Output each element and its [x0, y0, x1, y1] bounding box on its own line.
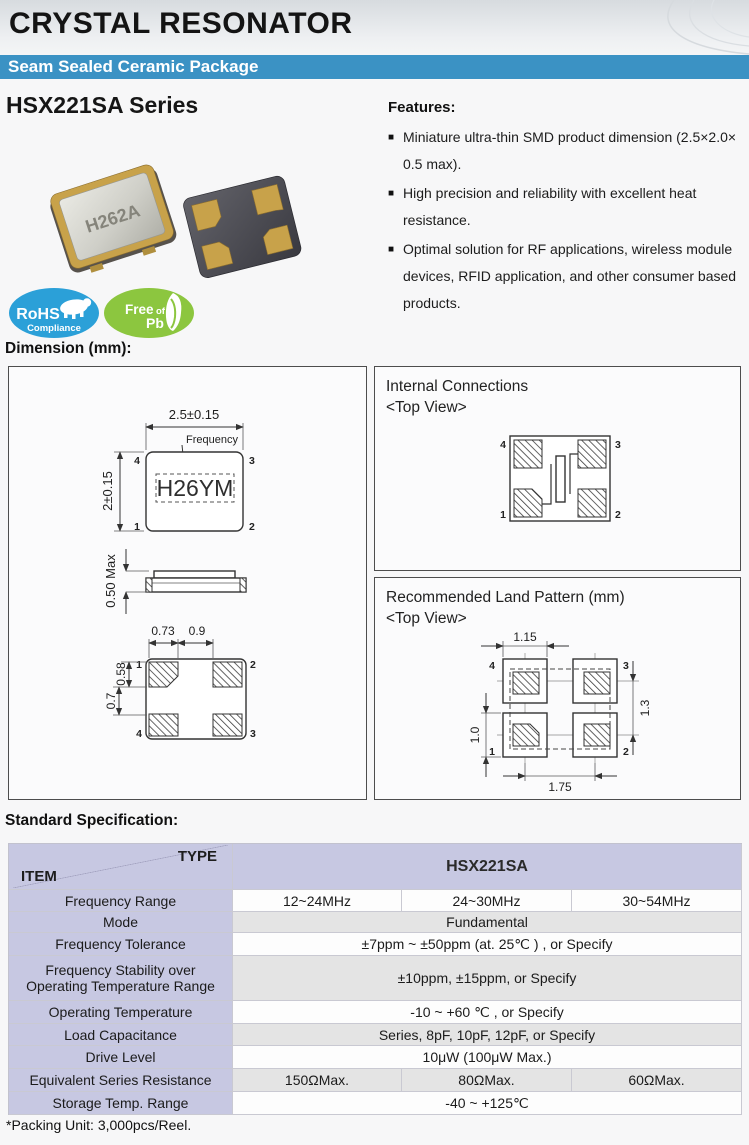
dimension-drawing-box: [8, 366, 367, 800]
packing-unit-note: *Packing Unit: 3,000pcs/Reel.: [6, 1117, 192, 1133]
spec-table: [8, 843, 742, 1115]
internal-connections-title: [375, 367, 740, 418]
row-item: Mode: [9, 912, 233, 933]
dim-thickness-label: 0.50 Max: [103, 554, 118, 608]
feature-item: [388, 124, 740, 178]
chip-lid-side-view: [154, 571, 235, 578]
pin-number: 2: [615, 509, 621, 521]
chip-body-side-view: [146, 578, 246, 592]
row-item: Frequency Tolerance: [9, 933, 233, 956]
land-pitch-x-label: 1.75: [548, 780, 572, 794]
table-row: [9, 1092, 742, 1115]
bullet-icon: ■: [388, 132, 395, 143]
land-height-label: 1.0: [468, 726, 482, 744]
feature-text: Optimal solution for RF applications, wireless module devices, RFID application, and other consumer based products.: [403, 241, 737, 311]
box-subtitle: <Top View>: [386, 399, 467, 416]
swoosh-decoration-icon: [589, 0, 749, 55]
chip-marking-text: H262A: [82, 200, 143, 237]
row-item: Drive Level: [9, 1046, 233, 1069]
type-item-header-cell: [13, 845, 228, 888]
row-value: 30~54MHz: [572, 890, 742, 912]
pb-free-badge: [103, 287, 195, 339]
dim-height-label: 2±0.15: [100, 471, 115, 511]
table-row: [9, 933, 742, 956]
page-title: CRYSTAL RESONATOR: [9, 7, 353, 40]
pin-number: 2: [623, 746, 629, 758]
row-value: -40 ~ +125℃: [233, 1092, 742, 1115]
row-item: Equivalent Series Resistance: [9, 1069, 233, 1092]
product-photo-top-view: [42, 158, 187, 278]
model-name: HSX221SA: [446, 857, 528, 875]
pin-number: 4: [136, 728, 142, 740]
row-value: 12~24MHz: [233, 890, 402, 912]
bullet-icon: ■: [388, 188, 395, 199]
row-value: 10μW (100μW Max.): [233, 1046, 742, 1069]
product-photo-bottom-view: [178, 172, 313, 287]
pin-number: 3: [623, 660, 629, 672]
pin-number: 1: [134, 521, 140, 533]
pad-pitch-label: 0.7: [104, 692, 118, 710]
frequency-callout-label: Frequency: [186, 434, 238, 446]
bullet-icon: ■: [388, 244, 395, 255]
box-title: Internal Connections: [386, 378, 529, 395]
land-pattern-box: [374, 577, 741, 800]
rohs-label: RoHS: [16, 306, 60, 323]
row-value: Fundamental: [233, 912, 742, 933]
pb-label: Pb: [146, 315, 164, 331]
rohs-sublabel: Compliance: [27, 323, 81, 334]
row-value: 60ΩMax.: [572, 1069, 742, 1092]
internal-connections-drawing: [375, 418, 739, 565]
land-pattern-drawing: [375, 629, 739, 794]
row-item: Frequency Range: [9, 890, 233, 912]
table-row: [9, 1046, 742, 1069]
table-row: [9, 956, 742, 1001]
table-header-row: [9, 844, 742, 890]
row-value: -10 ~ +60 ℃ , or Specify: [233, 1001, 742, 1024]
pin-number: 2: [249, 521, 255, 533]
row-value: ±10ppm, ±15ppm, or Specify: [233, 956, 742, 1001]
series-title: HSX221SA Series: [6, 92, 199, 118]
chip-marking: H26YM: [156, 475, 234, 501]
row-value: 24~30MHz: [402, 890, 572, 912]
row-item: Load Capacitance: [9, 1024, 233, 1046]
pb-free-label: Free: [125, 302, 154, 317]
feature-text: Miniature ultra-thin SMD product dimension (2.5×2.0× 0.5 max).: [403, 129, 737, 172]
crystal-symbol: [556, 456, 565, 502]
pin-number: 4: [489, 660, 495, 672]
box-subtitle: <Top View>: [386, 610, 467, 627]
land-pitch-y-label: 1.3: [638, 699, 652, 717]
pb-of-label: of: [156, 306, 165, 317]
row-value: 80ΩMax.: [402, 1069, 572, 1092]
table-row: [9, 912, 742, 933]
type-label: TYPE: [177, 848, 217, 865]
internal-connections-box: [374, 366, 741, 571]
row-item: Storage Temp. Range: [9, 1092, 233, 1115]
pad-height-label: 0.58: [114, 662, 128, 686]
pin-number: 4: [500, 439, 506, 451]
pad-gap-label: 0.9: [188, 624, 206, 638]
pin-number: 2: [250, 659, 256, 671]
land-width-label: 1.15: [513, 630, 537, 644]
pin-number: 3: [250, 728, 256, 740]
pin-number: 4: [134, 455, 140, 467]
spec-heading: Standard Specification:: [5, 812, 179, 829]
feature-item: [388, 180, 740, 234]
table-row: [9, 890, 742, 912]
item-label: ITEM: [21, 868, 57, 885]
table-row: [9, 1069, 742, 1092]
rohs-badge: [8, 287, 100, 339]
feature-item: [388, 236, 740, 317]
feature-text: High precision and reliability with excellent heat resistance.: [403, 185, 697, 228]
table-row: [9, 1001, 742, 1024]
features-section: [388, 99, 740, 319]
features-heading: Features:: [388, 99, 456, 116]
dim-width-label: 2.5±0.15: [168, 407, 220, 422]
land-pattern-title: [375, 578, 740, 629]
dimension-heading: Dimension (mm):: [5, 340, 132, 357]
dimension-drawing: [9, 367, 365, 797]
pin-number: 1: [489, 746, 495, 758]
pin-number: 3: [249, 455, 255, 467]
pin-number: 1: [500, 509, 506, 521]
table-row: [9, 1024, 742, 1046]
package-banner: Seam Sealed Ceramic Package: [0, 55, 749, 79]
pin-number: 3: [615, 439, 621, 451]
row-value: ±7ppm ~ ±50ppm (at. 25℃ ) , or Specify: [233, 933, 742, 956]
pad-width-label: 0.73: [151, 624, 175, 638]
row-item: Frequency Stability over Operating Temperature Range: [9, 956, 233, 1001]
pin-number: 1: [136, 659, 142, 671]
box-title: Recommended Land Pattern (mm): [386, 589, 625, 606]
row-value: 150ΩMax.: [233, 1069, 402, 1092]
row-item: Operating Temperature: [9, 1001, 233, 1024]
row-value: Series, 8pF, 10pF, 12pF, or Specify: [233, 1024, 742, 1046]
